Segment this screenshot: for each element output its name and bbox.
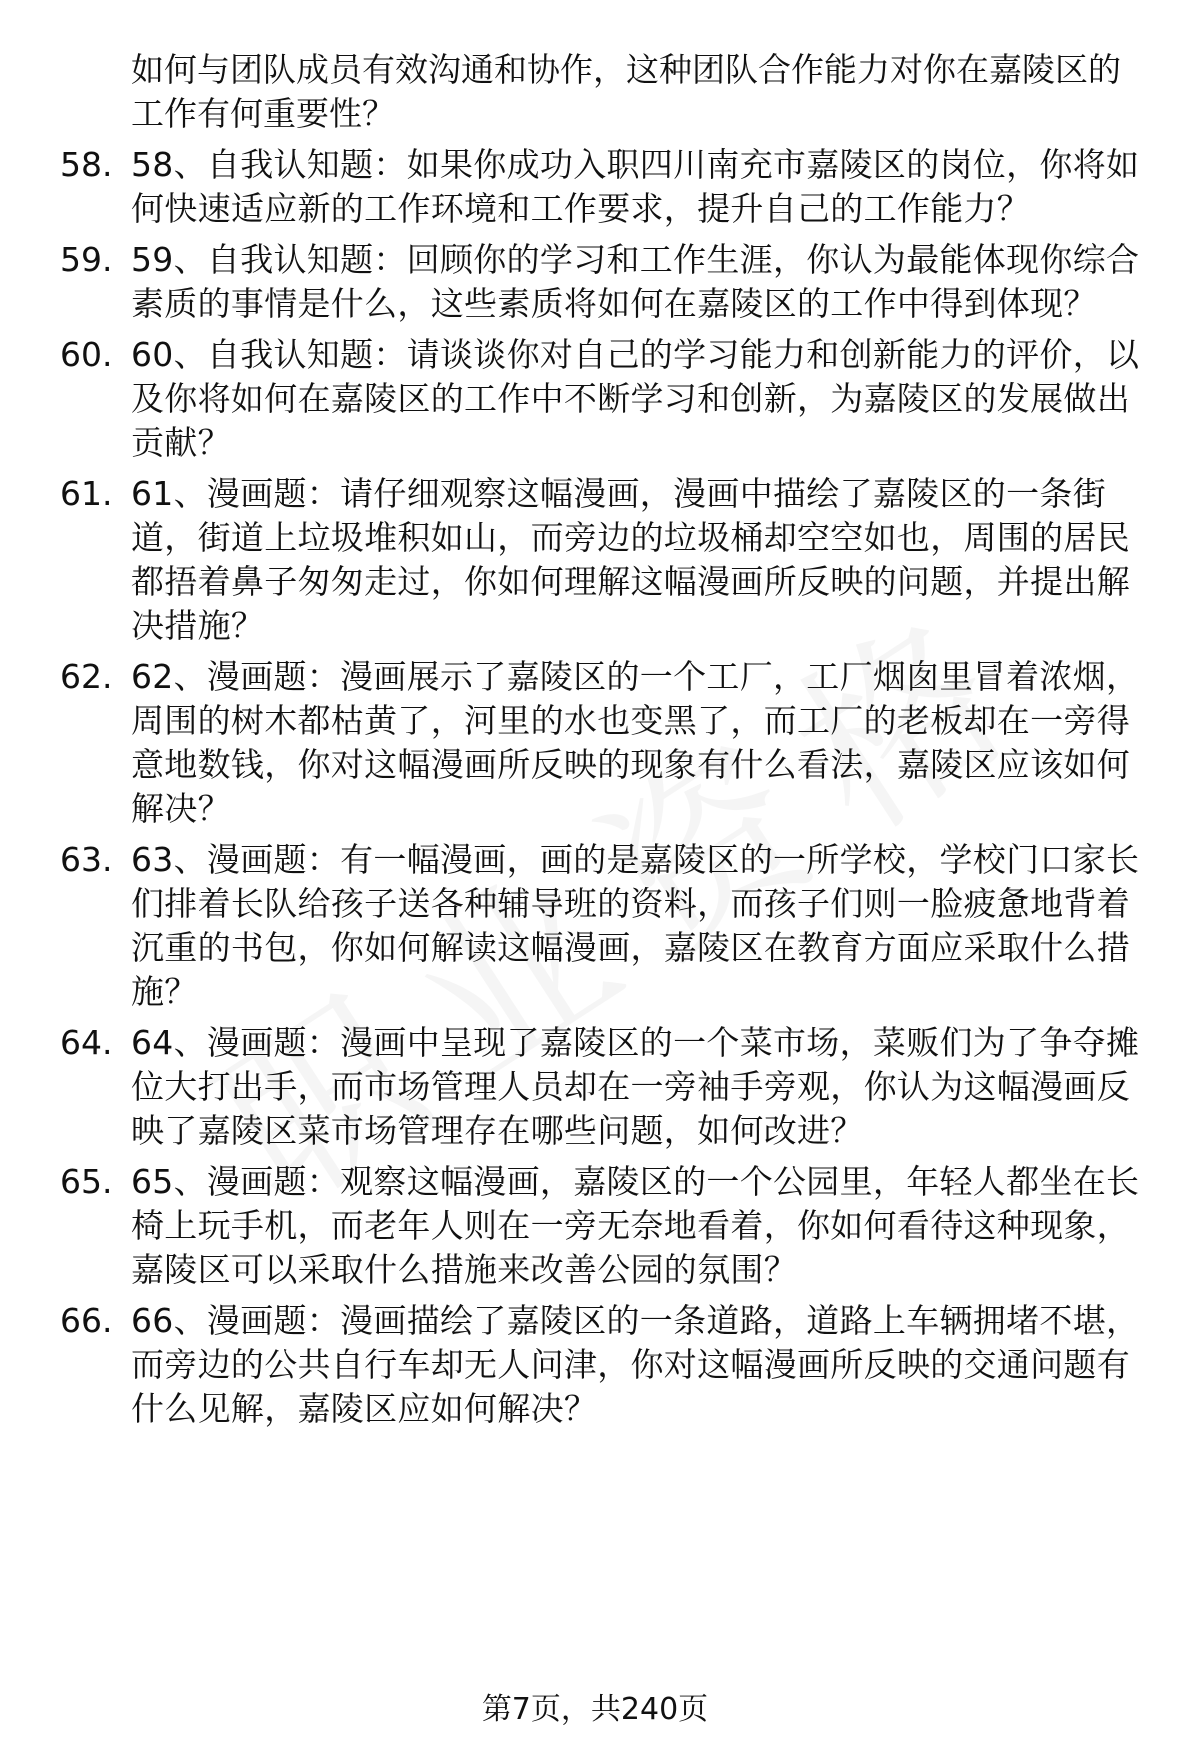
item-number: 58.: [60, 145, 113, 184]
list-item: [60, 1021, 1160, 1153]
item-text: 63、漫画题：有一幅漫画，画的是嘉陵区的一所学校，学校门口家长们排着长队给孩子送各种辅导班的资料，而孩子们则一脸疲惫地背着沉重的书包，你如何解读这幅漫画，嘉陵区在教育方面应采取什么措施？: [131, 840, 1140, 1011]
page-footer: 第7页，共240页: [481, 1692, 709, 1727]
item-text: 60、自我认知题：请谈谈你对自己的学习能力和创新能力的评价，以及你将如何在嘉陵区的工作中不断学习和创新，为嘉陵区的发展做出贡献？: [131, 335, 1140, 462]
question-list: [60, 48, 1160, 1438]
item-text: 59、自我认知题：回顾你的学习和工作生涯，你认为最能体现你综合素质的事情是什么，这些素质将如何在嘉陵区的工作中得到体现？: [131, 240, 1140, 323]
list-item: [60, 1160, 1160, 1292]
list-item: [60, 472, 1160, 648]
item-number: 64.: [60, 1023, 113, 1062]
item-text: 65、漫画题：观察这幅漫画，嘉陵区的一个公园里，年轻人都坐在长椅上玩手机，而老年人则在一旁无奈地看着，你如何看待这种现象，嘉陵区可以采取什么措施来改善公园的氛围？: [131, 1162, 1140, 1289]
list-item: [60, 238, 1160, 326]
item-number: 66.: [60, 1301, 113, 1340]
item-number: 61.: [60, 474, 113, 513]
list-item: [60, 1299, 1160, 1431]
list-item: [60, 838, 1160, 1014]
list-item: [60, 333, 1160, 465]
item-number: 63.: [60, 840, 113, 879]
item-number: 60.: [60, 335, 113, 374]
item-text: 66、漫画题：漫画描绘了嘉陵区的一条道路，道路上车辆拥堵不堪，而旁边的公共自行车却无人问津，你对这幅漫画所反映的交通问题有什么见解，嘉陵区应如何解决？: [131, 1301, 1140, 1428]
list-item: [60, 143, 1160, 231]
item-text: 64、漫画题：漫画中呈现了嘉陵区的一个菜市场，菜贩们为了争夺摊位大打出手，而市场管理人员却在一旁袖手旁观，你认为这幅漫画反映了嘉陵区菜市场管理存在哪些问题，如何改进？: [131, 1023, 1140, 1150]
continuation-text: 如何与团队成员有效沟通和协作，这种团队合作能力对你在嘉陵区的工作有何重要性？: [131, 50, 1121, 133]
item-number: 62.: [60, 657, 113, 696]
item-number: 65.: [60, 1162, 113, 1201]
item-text: 62、漫画题：漫画展示了嘉陵区的一个工厂，工厂烟囱里冒着浓烟，周围的树木都枯黄了，河里的水也变黑了，而工厂的老板却在一旁得意地数钱，你对这幅漫画所反映的现象有什么看法，嘉陵区应该如何解决？: [131, 657, 1140, 828]
item-number: 59.: [60, 240, 113, 279]
item-text: 61、漫画题：请仔细观察这幅漫画，漫画中描绘了嘉陵区的一条街道，街道上垃圾堆积如山，而旁边的垃圾桶却空空如也，周围的居民都捂着鼻子匆匆走过，你如何理解这幅漫画所反映的问题，并提出解决措施？: [131, 474, 1130, 645]
list-item: [60, 655, 1160, 831]
item-text: 58、自我认知题：如果你成功入职四川南充市嘉陵区的岗位，你将如何快速适应新的工作环境和工作要求，提升自己的工作能力？: [131, 145, 1140, 228]
